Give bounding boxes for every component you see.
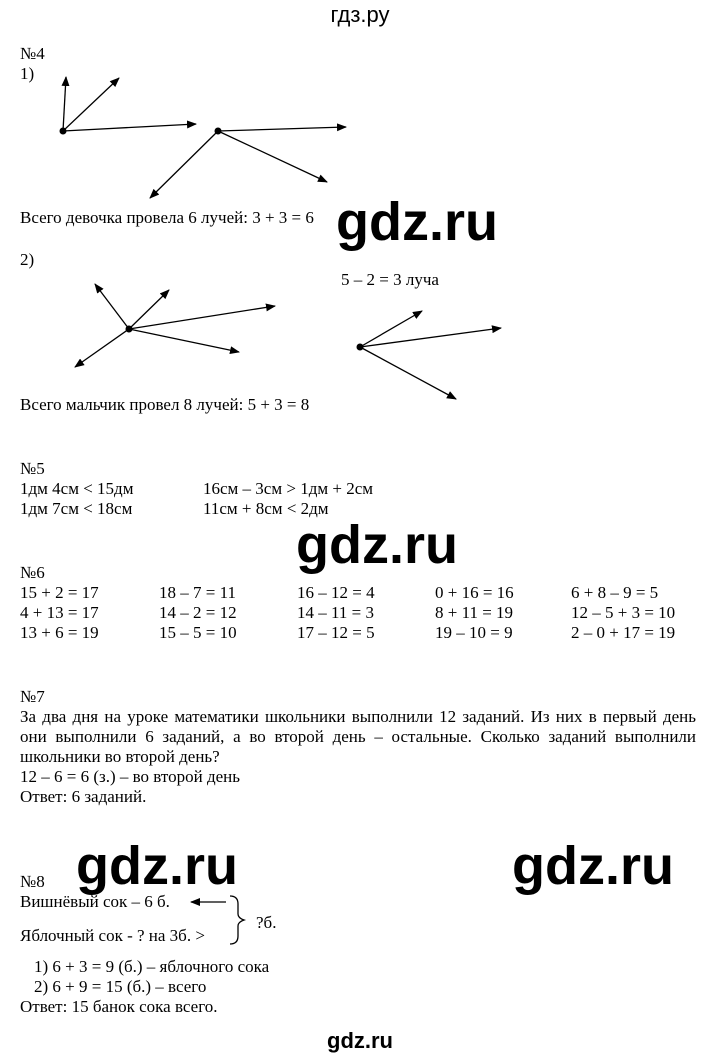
point [357,344,364,351]
task6-number: №6 [20,563,45,582]
ray [360,347,456,399]
task8-line1: Вишнёвый сок – 6 б. [20,892,170,911]
ray [360,311,422,347]
task4-part1-text: Всего девочка провела 6 лучей: 3 + 3 = 6 [20,208,314,227]
equation: 8 + 11 = 19 [435,603,514,622]
task8-answer: Ответ: 15 банок сока всего. [20,997,218,1016]
task5-cell: 11см + 8см < 2дм [203,499,329,518]
ray [63,124,196,131]
task8-total-question: ?б. [256,913,277,932]
task6-column [297,583,375,643]
ray [129,306,275,329]
task6-column [435,583,514,643]
task6-column [571,583,675,643]
task7-number: №7 [20,687,45,706]
equation: 13 + 6 = 19 [20,623,99,642]
task6-column [20,583,99,643]
ray [218,131,327,182]
watermark: gdz.ru [296,515,458,575]
equation: 14 – 11 = 3 [297,603,374,622]
site-header: гдз.ру [330,2,390,27]
ray [218,127,346,131]
ray [360,328,501,347]
task5-cell: 16см – 3см > 1дм + 2см [203,479,373,498]
point [126,326,133,333]
task4-number: №4 [20,44,45,63]
equation: 16 – 12 = 4 [297,583,375,602]
equation: 4 + 13 = 17 [20,603,99,622]
equation: 0 + 16 = 16 [435,583,514,602]
ray [150,131,218,198]
ray [63,78,119,131]
ray [129,329,239,352]
watermark: gdz.ru [512,836,674,896]
watermark: gdz.ru [76,836,238,896]
equation: 6 + 8 – 9 = 5 [571,583,659,602]
task8-line2: Яблочный сок - ? на 3б. > [20,926,205,945]
equation: 18 – 7 = 11 [159,583,236,602]
task6-column [159,583,237,643]
equation: 12 – 5 + 3 = 10 [571,603,676,622]
task7-solution: 12 – 6 = 6 (з.) – во второй день [20,767,240,786]
task5-number: №5 [20,459,45,478]
ray [95,284,129,329]
brace [230,896,244,944]
site-footer: gdz.ru [327,1028,393,1053]
watermark: gdz.ru [336,192,498,252]
task8-step: 2) 6 + 9 = 15 (б.) – всего [34,977,207,996]
task5-cell: 1дм 7см < 18см [20,499,133,518]
equation: 19 – 10 = 9 [435,623,513,642]
equation: 14 – 2 = 12 [159,603,237,622]
task5-cell: 1дм 4см < 15дм [20,479,134,498]
ray [75,329,129,367]
task4-part2-label: 2) [20,250,35,269]
task4-part2-text: Всего мальчик провел 8 лучей: 5 + 3 = 8 [20,395,310,414]
equation: 15 – 5 = 10 [159,623,237,642]
task7-answer: Ответ: 6 заданий. [20,787,147,806]
ray [63,77,66,131]
task4-part1-label: 1) [20,64,35,83]
task7-problem: За два дня на уроке математики школьники выполнили 12 заданий. Из них в первый день они выполнили 6 заданий, а во второй день – остальные. Сколько заданий выполнили школьники во второй день? [20,707,696,766]
equation: 17 – 12 = 5 [297,623,375,642]
task8-step: 1) 6 + 3 = 9 (б.) – яблочного сока [34,957,270,976]
task8-number: №8 [20,872,45,891]
task4-part2-note: 5 – 2 = 3 луча [341,270,439,289]
point [215,128,222,135]
equation: 2 – 0 + 17 = 19 [571,623,676,642]
equation: 15 + 2 = 17 [20,583,99,602]
point [60,128,67,135]
